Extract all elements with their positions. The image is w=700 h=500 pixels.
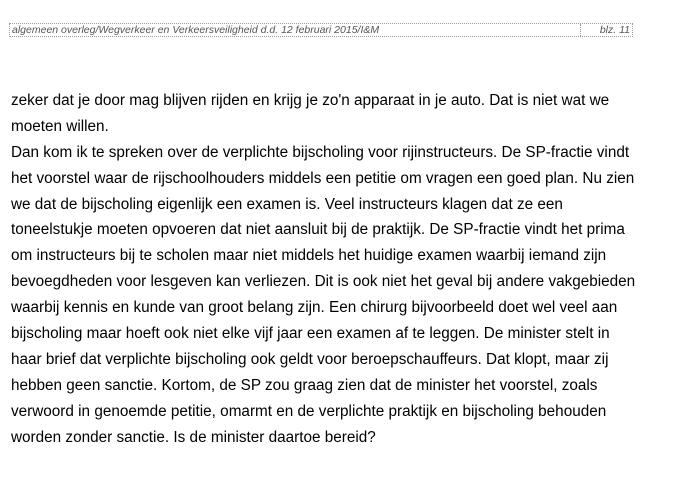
text-line: haar brief dat verplichte bijscholing ook geldt voor beroepschauffeurs. Dat klopt, maar zij — [11, 350, 609, 368]
text-line: verwoord in genoemde petitie, omarmt en de verplichte praktijk en bijscholing behouden — [11, 402, 607, 420]
text-line: Dan kom ik te spreken over de verplichte bijscholing voor rijinstructeurs. De SP-fractie vindt — [11, 143, 630, 161]
text-line: bevoegdheden voor lesgeven kan verliezen. Dit is ook niet het geval bij andere vakgebieden — [11, 273, 636, 291]
text-line: zeker dat je door mag blijven rijden en krijg je zo'n apparaat in je auto. Dat is niet wat we — [11, 92, 610, 109]
text-line: bijscholing maar hoeft ook niet elke vijf jaar een examen af te leggen. De minister stelt in — [11, 325, 610, 343]
header-divider — [580, 24, 581, 36]
page-header — [9, 23, 633, 37]
text-line: waarbij kennis en kunde van groot belang zijn. Een chirurg bijvoorbeeld doet wel veel aan — [11, 299, 618, 317]
page-number: blz. 11 — [599, 24, 630, 36]
body-text — [11, 88, 700, 450]
text-line: het voorstel waar de rijschoolhouders middels een petitie om vragen een goed plan. Nu zien — [11, 169, 635, 187]
text-line: worden zonder sanctie. Is de minister daartoe bereid? — [11, 428, 376, 446]
text-line: moeten willen. — [11, 117, 109, 135]
header-title: algemeen overleg/Wegverkeer en Verkeersveiligheid d.d. 12 februari 2015/I&M — [12, 24, 380, 36]
text-line: om instructeurs bij te scholen maar niet middels het huidige examen waarbij iemand zijn — [11, 247, 607, 265]
text-line: toneelstukje moeten opvoeren dat niet aansluit bij de praktijk. De SP-fractie vindt het prima — [11, 221, 625, 239]
text-line: we dat de bijscholing eigenlijk een examen is. Veel instructeurs klagen dat ze een — [11, 195, 563, 213]
text-line: hebben geen sanctie. Kortom, de SP zou graag zien dat de minister het voorstel, zoals — [11, 376, 598, 394]
